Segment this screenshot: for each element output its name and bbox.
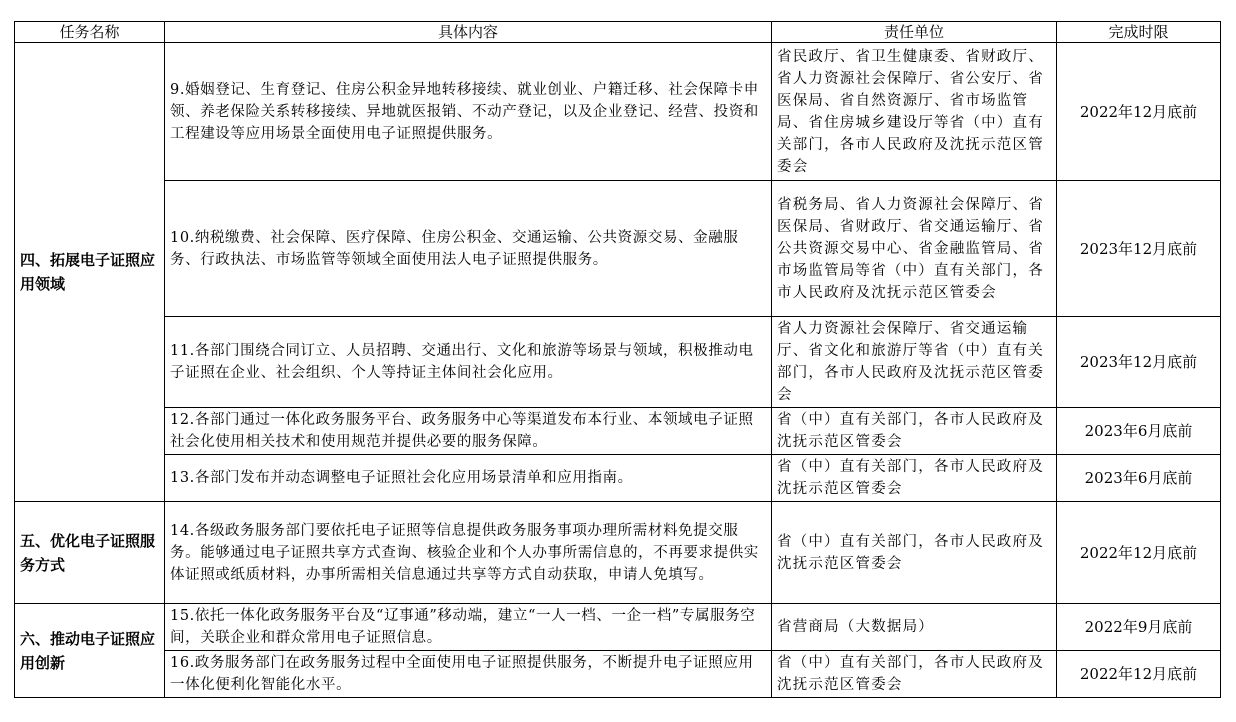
task-table bbox=[14, 21, 1221, 698]
content-cell: 16.政务服务部门在政务服务过程中全面使用电子证照提供服务，不断提升电子证照应用一体化便利化智能化水平。 bbox=[165, 651, 772, 698]
content-cell: 12.各部门通过一体化政务服务平台、政务服务中心等渠道发布本行业、本领域电子证照社会化使用相关技术和使用规范并提供必要的服务保障。 bbox=[165, 408, 772, 455]
deadline-cell: 2023年6月底前 bbox=[1057, 455, 1221, 502]
header-unit: 责任单位 bbox=[772, 22, 1057, 43]
table-row bbox=[15, 43, 1221, 181]
unit-cell: 省税务局、省人力资源社会保障厅、省医保局、省财政厅、省交通运输厅、省公共资源交易中心、省金融监管局、省市场监管局等省（中）直有关部门，各市人民政府及沈抚示范区管委会 bbox=[772, 181, 1057, 317]
table-row bbox=[15, 502, 1221, 604]
unit-cell: 省（中）直有关部门，各市人民政府及沈抚示范区管委会 bbox=[772, 502, 1057, 604]
table-row bbox=[15, 604, 1221, 651]
table-row bbox=[15, 651, 1221, 698]
unit-cell: 省民政厅、省卫生健康委、省财政厅、省人力资源社会保障厅、省公安厅、省医保局、省自然资源厅、省市场监管局、省住房城乡建设厅等省（中）直有关部门，各市人民政府及沈抚示范区管委会 bbox=[772, 43, 1057, 181]
deadline-cell: 2023年12月底前 bbox=[1057, 317, 1221, 408]
content-cell: 10.纳税缴费、社会保障、医疗保障、住房公积金、交通运输、公共资源交易、金融服务、行政执法、市场监管等领域全面使用法人电子证照提供服务。 bbox=[165, 181, 772, 317]
deadline-cell: 2022年12月底前 bbox=[1057, 502, 1221, 604]
table-row bbox=[15, 181, 1221, 317]
content-cell: 9.婚姻登记、生育登记、住房公积金异地转移接续、就业创业、户籍迁移、社会保障卡申领、养老保险关系转移接续、异地就医报销、不动产登记，以及企业登记、经营、投资和工程建设等应用场景全面使用电子证照提供服务。 bbox=[165, 43, 772, 181]
table-row bbox=[15, 408, 1221, 455]
content-cell: 11.各部门围绕合同订立、人员招聘、交通出行、文化和旅游等场景与领域，积极推动电子证照在企业、社会组织、个人等持证主体间社会化应用。 bbox=[165, 317, 772, 408]
task-name-cell: 五、优化电子证照服务方式 bbox=[15, 502, 165, 604]
content-cell: 13.各部门发布并动态调整电子证照社会化应用场景清单和应用指南。 bbox=[165, 455, 772, 502]
header-row bbox=[15, 22, 1221, 43]
unit-cell: 省（中）直有关部门，各市人民政府及沈抚示范区管委会 bbox=[772, 408, 1057, 455]
header-content: 具体内容 bbox=[165, 22, 772, 43]
unit-cell: 省营商局（大数据局） bbox=[772, 604, 1057, 651]
task-name-cell: 六、推动电子证照应用创新 bbox=[15, 604, 165, 698]
unit-cell: 省（中）直有关部门，各市人民政府及沈抚示范区管委会 bbox=[772, 651, 1057, 698]
table-row bbox=[15, 317, 1221, 408]
deadline-cell: 2022年9月底前 bbox=[1057, 604, 1221, 651]
unit-cell: 省人力资源社会保障厅、省交通运输厅、省文化和旅游厅等省（中）直有关部门，各市人民政府及沈抚示范区管委会 bbox=[772, 317, 1057, 408]
deadline-cell: 2023年12月底前 bbox=[1057, 181, 1221, 317]
content-cell: 14.各级政务服务部门要依托电子证照等信息提供政务服务事项办理所需材料免提交服务。能够通过电子证照共享方式查询、核验企业和个人办事所需信息的，不再要求提供实体证照或纸质材料，办事所需相关信息通过共享等方式自动获取，申请人免填写。 bbox=[165, 502, 772, 604]
deadline-cell: 2022年12月底前 bbox=[1057, 43, 1221, 181]
deadline-cell: 2023年6月底前 bbox=[1057, 408, 1221, 455]
content-cell: 15.依托一体化政务服务平台及“辽事通”移动端，建立“一人一档、一企一档”专属服务空间，关联企业和群众常用电子证照信息。 bbox=[165, 604, 772, 651]
deadline-cell: 2022年12月底前 bbox=[1057, 651, 1221, 698]
header-task-name: 任务名称 bbox=[15, 22, 165, 43]
table-row bbox=[15, 455, 1221, 502]
header-deadline: 完成时限 bbox=[1057, 22, 1221, 43]
task-name-cell: 四、拓展电子证照应用领域 bbox=[15, 43, 165, 502]
unit-cell: 省（中）直有关部门，各市人民政府及沈抚示范区管委会 bbox=[772, 455, 1057, 502]
